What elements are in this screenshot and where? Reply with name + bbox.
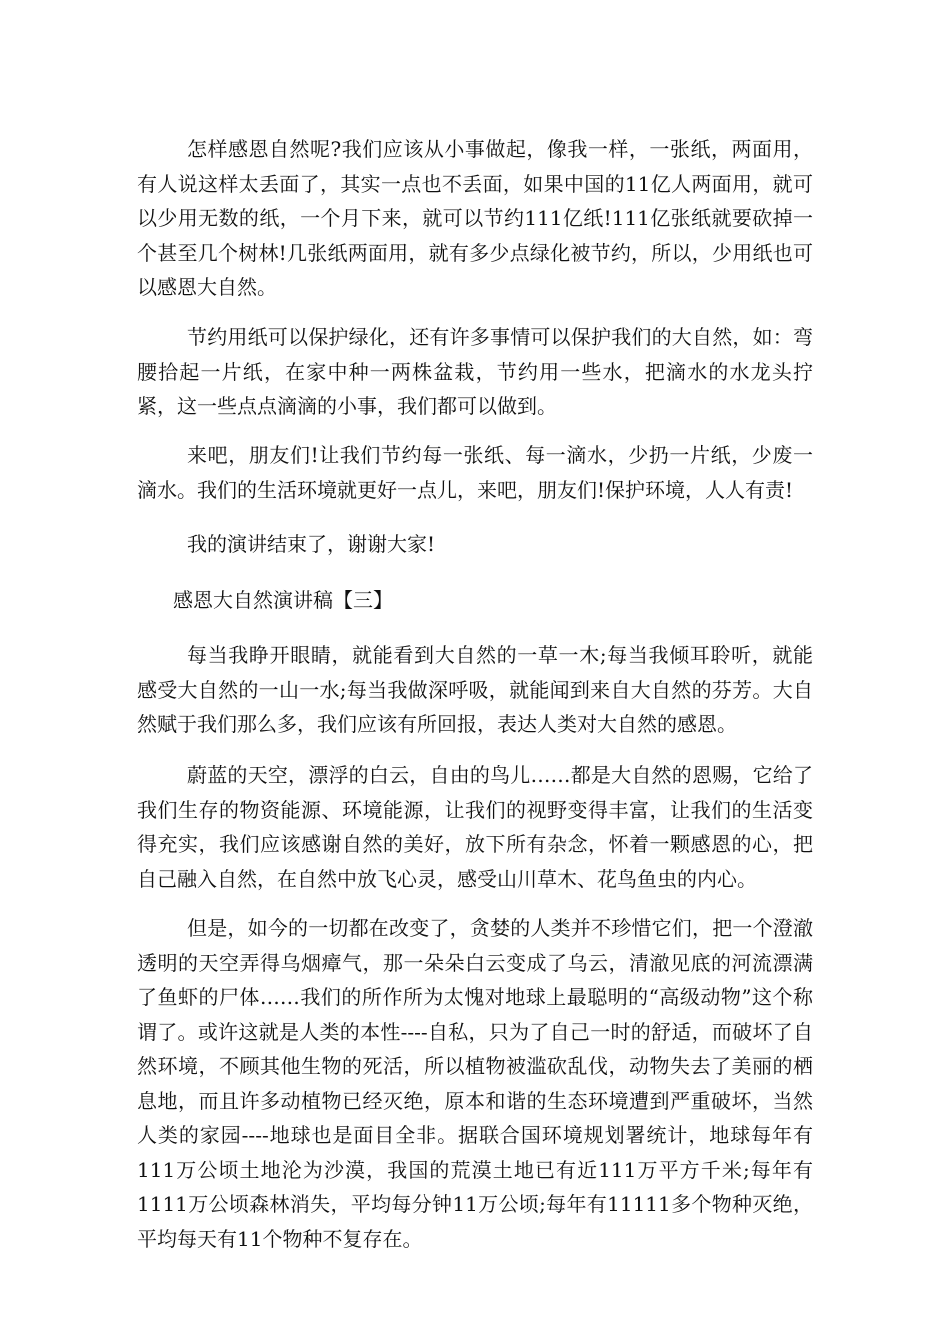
section-paragraph-2: 蔚蓝的天空，漂浮的白云，自由的鸟儿……都是大自然的恩赐，它给了我们生存的物资能源、环境能源，让我们的视野变得丰富，让我们的生活变得充实，我们应该感谢自然的美好，放下所有杂念，怀着一颗感恩的心，把自己融入自然，在自然中放飞心灵，感受山川草木、花鸟鱼虫的内心。 (137, 763, 813, 891)
paragraph-3: 来吧，朋友们!让我们节约每一张纸、每一滴水，少扔一片纸，少废一滴水。我们的生活环境就更好一点儿，来吧，朋友们!保护环境，人人有责! (137, 443, 813, 502)
section-paragraph-3: 但是，如今的一切都在改变了，贪婪的人类并不珍惜它们，把一个澄澈透明的天空弄得乌烟瘴气，那一朵朵白云变成了乌云，清澈见底的河流漂满了鱼虾的尸体……我们的所作所为太愧对地球上最聪明的“高级动物”这个称谓了。或许这就是人类的本性----自私，只为了自己一时的舒适，而破坏了自然环境，不顾其他生物的死活，所以植物被滥砍乱伐，动物失去了美丽的栖息地，而且许多动植物已经灭绝，原本和谐的生态环境遭到严重破坏，当然人类的家园----地球也是面目全非。据联合国环境规划署统计，地球每年有111万公顷土地沦为沙漠，我国的荒漠土地已有近111万平方千米;每年有1111万公顷森林消失，平均每分钟11万公顷;每年有11111多个物种灭绝，平均每天有11个物种不复存在。 (137, 916, 813, 1251)
paragraph-1: 怎样感恩自然呢?我们应该从小事做起，像我一样，一张纸，两面用，有人说这样太丢面了，其实一点也不丢面，如果中国的11亿人两面用，就可以少用无数的纸，一个月下来，就可以节约111亿纸!111亿张纸就要砍掉一个甚至几个树林!几张纸两面用，就有多少点绿化被节约，所以，少用纸也可以感恩大自然。 (137, 137, 813, 299)
section-heading: 感恩大自然演讲稿【三】 (173, 588, 393, 612)
paragraph-2: 节约用纸可以保护绿化，还有许多事情可以保护我们的大自然，如：弯腰拾起一片纸，在家中种一两株盆栽，节约用一些水，把滴水的水龙头拧紧，这一些点点滴滴的小事，我们都可以做到。 (137, 325, 813, 418)
section-paragraph-1: 每当我睁开眼睛，就能看到大自然的一草一木;每当我倾耳聆听，就能感受大自然的一山一水;每当我做深呼吸，就能闻到来自大自然的芬芳。大自然赋于我们那么多，我们应该有所回报，表达人类对大自然的感恩。 (137, 643, 813, 736)
paragraph-4: 我的演讲结束了，谢谢大家! (187, 532, 436, 556)
